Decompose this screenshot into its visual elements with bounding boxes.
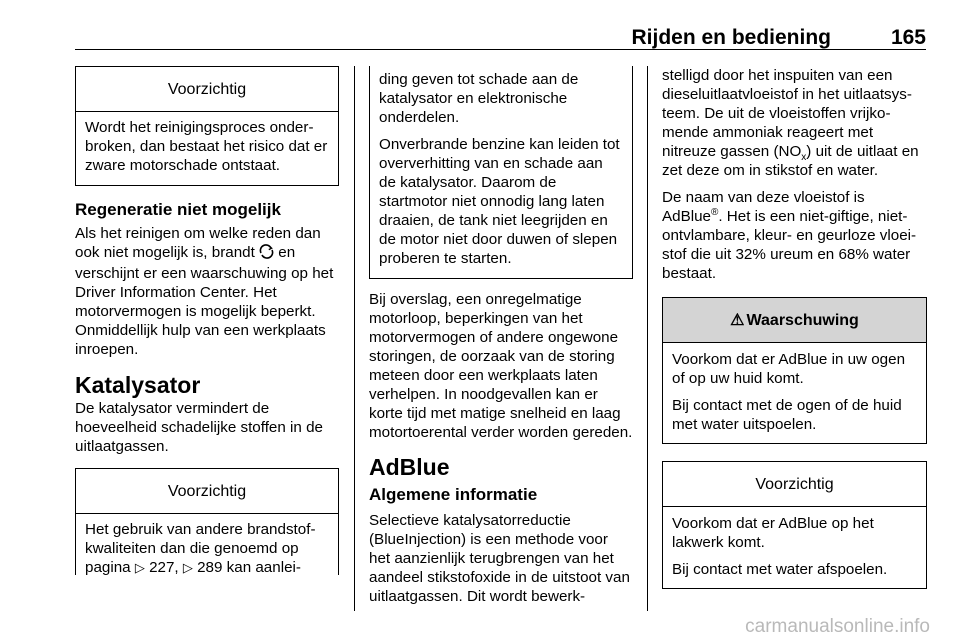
watermark: carmanualsonline.info xyxy=(745,616,930,637)
adblue-text-2 xyxy=(662,188,927,283)
caution-text: Wordt het reinigingsproces onderbroken, dan bestaat het risico dat er zware motorschade ontstaat. xyxy=(85,119,328,174)
page-number: 165 xyxy=(890,26,926,49)
caution-box-reinigen xyxy=(75,66,339,186)
caution-box-lakwerk xyxy=(662,461,927,589)
scr-text: Selectieve katalysatorreductie (BlueInjection) is een methode voor het aanzienlijk terugbrengen van het aandeel stikstofoxide in de uitstoot van uitlaatgassen. Dit wordt bewerk- xyxy=(369,512,630,605)
adblue-text-1b: ) uit de uitlaat en zet deze om in stikstof en water. xyxy=(662,143,919,179)
caution-box-brandstof xyxy=(75,468,339,575)
regeneratie-text-a: Als het reinigen om welke reden dan ook niet mogelijk is, brandt xyxy=(75,225,321,261)
caution-brandstof-text: Het gebruik van andere brandstofkwaliteiten dan die genoemd op pagina ▷ 227, ▷ 289 kan aanlei- xyxy=(85,521,316,576)
header-title: Rijden en bediening xyxy=(631,26,831,49)
caution-brandstof-text-b: kan aanlei- xyxy=(222,559,301,576)
adblue-text-2b: . Het is een niet-giftige, niet-ontvlambare, kleur- en geurloze vloeistof die uit 32% ureum en 68% water bestaat. xyxy=(662,208,917,282)
warning-triangle-icon: ⚠ xyxy=(730,311,745,329)
caution-title-3: Voorzichtig xyxy=(663,462,926,507)
exhaust-filter-lamp-icon xyxy=(259,244,274,264)
page-ref-289[interactable]: 289 xyxy=(197,559,223,576)
column-3 xyxy=(662,66,927,589)
katalysator-heading: Katalysator xyxy=(75,372,201,398)
warning-text-1: Voorkom dat er AdBlue in uw ogen of op uw huid komt. xyxy=(672,351,906,387)
caution-cont-text-1: ding geven tot schade aan de katalysator en elektronische onderdelen. xyxy=(379,71,579,126)
adblue-text-2a: De naam van deze vloeistof is AdBlue xyxy=(662,189,865,225)
katalysator-text: De katalysator vermindert de hoeveelheid schadelijke stoffen in de uitlaatgassen. xyxy=(75,400,323,455)
caution-lakwerk-text-2: Bij contact met water afspoelen. xyxy=(672,561,888,578)
regeneratie-heading: Regeneratie niet mogelijk xyxy=(75,200,281,219)
warning-box xyxy=(662,297,927,444)
adblue-heading: AdBlue xyxy=(369,454,450,480)
caution-cont-text-2: Onverbrande benzine kan leiden tot oververhitting van en schade aan de katalysator. Daarom de startmotor niet onnodig lang laten draaien, de tank niet leegrijden en de motor niet door duwen of slepen proberen te starten. xyxy=(379,136,620,267)
page-ref-227[interactable]: 227 xyxy=(149,559,175,576)
caution-title-2: Voorzichtig xyxy=(76,469,338,514)
registered-mark: ® xyxy=(710,206,719,218)
warning-header xyxy=(663,298,926,343)
overslag-text: Bij overslag, een onregelmatige motorloop, beperkingen van het motorvermogen of andere ongewone storingen, de oorzaak van de storing meteen door een werkplaats laten verhelpen. In noodgevallen kan er korte tijd met matige snelheid en laag motortoerental verder worden gereden. xyxy=(369,291,633,441)
header-rule xyxy=(75,49,926,50)
warning-title: Waarschuwing xyxy=(746,311,859,329)
page-reference-arrow-icon: ▷ xyxy=(134,560,145,575)
caution-box-continued xyxy=(369,66,633,279)
regeneratie-text-b: en verschijnt er een waarschuwing op het Driver Information Center. Het motorvermogen is mogelijk beperkt. Onmiddellijk hulp van een werkplaats inroepen. xyxy=(75,244,334,358)
adblue-text-1 xyxy=(662,66,927,180)
column-2 xyxy=(369,66,633,614)
adblue-text-1a: stelligd door het inspuiten van een dieseluitlaatvloeistof in het uitlaatsysteem. De uit de vloeistoffen vrijkomende ammoniak reageert met nitreuze gassen (NO xyxy=(662,67,912,160)
caution-title: Voorzichtig xyxy=(76,67,338,112)
subscript-x: x xyxy=(801,152,807,164)
caution-lakwerk-text-1: Voorkom dat er AdBlue op het lakwerk komt. xyxy=(672,515,874,551)
caution-brandstof-text-a: Het gebruik van andere brandstofkwaliteiten dan die genoemd op pagina xyxy=(85,521,316,576)
warning-text-2: Bij contact met de ogen of de huid met water uitspoelen. xyxy=(672,397,902,433)
algemene-informatie-heading: Algemene informatie xyxy=(369,485,538,504)
column-divider-1 xyxy=(354,66,355,611)
column-1 xyxy=(75,66,339,575)
regeneratie-text xyxy=(75,224,339,359)
column-divider-2 xyxy=(647,66,648,611)
page-reference-arrow-icon: ▷ xyxy=(182,560,193,575)
